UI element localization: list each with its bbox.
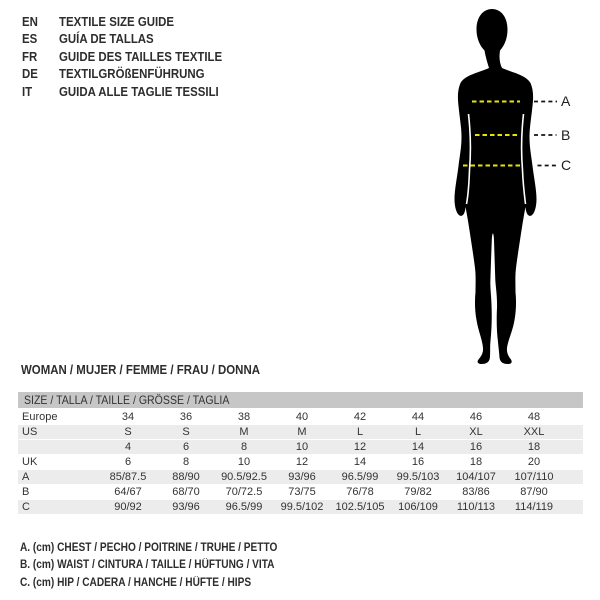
size-value-cell: 6 [157,440,215,455]
size-value-cell: 4 [99,440,157,455]
size-value-cell: M [215,425,273,440]
size-value-cell: 16 [447,440,505,455]
language-name: GUIDA ALLE TAGLIE TESSILI [59,83,219,99]
row-label-cell: Europe [18,410,99,425]
size-value-cell: 110/113 [447,500,505,515]
size-value-cell: XL [447,425,505,440]
size-value-cell: S [157,425,215,440]
size-value-cell: 70/72.5 [215,485,273,500]
woman-silhouette [420,0,600,375]
language-code: DE [22,66,38,82]
row-label-cell [18,440,99,455]
size-value-cell: 8 [215,440,273,455]
measure-label-c: C [561,157,572,173]
table-row [18,455,583,470]
language-row [22,30,244,47]
size-value-cell: 73/75 [273,485,331,500]
language-code: FR [22,48,38,64]
row-spacer-cell [563,410,583,425]
size-value-cell: 10 [215,455,273,470]
size-value-cell: S [99,425,157,440]
size-value-cell: 42 [331,410,389,425]
size-value-cell: 85/87.5 [99,470,157,485]
language-row [22,83,244,100]
size-value-cell: 44 [389,410,447,425]
size-value-cell: 48 [505,410,563,425]
language-name: GUÍA DE TALLAS [59,31,154,47]
legend-line [20,557,312,574]
language-name: TEXTILE SIZE GUIDE [59,14,175,29]
size-value-cell: 104/107 [447,470,505,485]
size-value-cell: L [389,425,447,440]
size-value-cell: 96.5/99 [331,470,389,485]
size-value-cell: 68/70 [157,485,215,500]
size-value-cell: 76/78 [331,485,389,500]
legend-line-text: B. (cm) WAIST / CINTURA / TAILLE / HÜFTUNG / VITA [20,559,275,572]
row-spacer-cell [563,485,583,500]
size-value-cell: 38 [215,410,273,425]
language-code: EN [22,14,38,29]
language-row [22,13,244,30]
measure-label-b: B [561,127,571,143]
row-spacer-cell [563,425,583,440]
language-code: ES [22,31,38,47]
size-value-cell: 14 [331,455,389,470]
legend [20,540,312,592]
size-value-cell: 14 [389,440,447,455]
legend-line [20,540,312,557]
size-value-cell: 114/119 [505,500,563,515]
legend-line-text: A. (cm) CHEST / PECHO / POITRINE / TRUHE / PETTO [20,542,278,554]
row-spacer-cell [563,500,583,515]
language-name: GUIDE DES TAILLES TEXTILE [59,48,223,64]
row-label-cell: C [18,500,99,515]
legend-line [20,575,312,592]
row-label-cell: UK [18,455,99,470]
size-value-cell: L [331,425,389,440]
section-title [21,362,293,377]
table-row [18,470,583,485]
size-value-cell: 88/90 [157,470,215,485]
size-value-cell: 83/86 [447,485,505,500]
row-label-cell: US [18,425,99,440]
size-value-cell: 34 [99,410,157,425]
table-row [18,425,583,440]
size-value-cell: XXL [505,425,563,440]
size-value-cell: 93/96 [273,470,331,485]
language-list [22,13,244,100]
size-value-cell: 40 [273,410,331,425]
size-value-cell: 36 [157,410,215,425]
table-row [18,485,583,500]
language-row [22,48,244,65]
size-value-cell: 12 [331,440,389,455]
size-value-cell: 12 [273,455,331,470]
size-value-cell: 87/90 [505,485,563,500]
size-value-cell: 8 [157,455,215,470]
section-title-text: WOMAN / MUJER / FEMME / FRAU / DONNA [21,362,260,377]
row-spacer-cell [563,470,583,485]
size-value-cell: 90/92 [99,500,157,515]
size-value-cell: 106/109 [389,500,447,515]
size-value-cell: 99.5/102 [273,500,331,515]
size-value-cell: 102.5/105 [331,500,389,515]
measure-label-a: A [561,93,571,109]
size-value-cell: 18 [505,440,563,455]
table-row [18,410,583,425]
language-name: TEXTILGRÖßENFÜHRUNG [59,66,205,82]
table-row [18,440,583,455]
size-value-cell: 64/67 [99,485,157,500]
size-value-cell: 18 [447,455,505,470]
table-row [18,500,583,515]
row-label-cell: B [18,485,99,500]
size-value-cell: 10 [273,440,331,455]
size-value-cell: 20 [505,455,563,470]
size-value-cell: 107/110 [505,470,563,485]
row-spacer-cell [563,455,583,470]
size-table-header [18,392,583,408]
size-value-cell: M [273,425,331,440]
language-row [22,65,244,82]
language-code: IT [22,83,33,99]
row-label-cell: A [18,470,99,485]
size-value-cell: 99.5/103 [389,470,447,485]
size-value-cell: 90.5/92.5 [215,470,273,485]
size-value-cell: 6 [99,455,157,470]
size-table-header-text: SIZE / TALLA / TAILLE / GRÖSSE / TAGLIA [24,393,230,407]
size-table-grid [18,410,583,515]
size-value-cell: 79/82 [389,485,447,500]
size-value-cell: 96.5/99 [215,500,273,515]
row-spacer-cell [563,440,583,455]
size-table [18,392,583,515]
legend-line-text: C. (cm) HIP / CADERA / HANCHE / HÜFTE / HIPS [20,576,252,589]
size-value-cell: 46 [447,410,505,425]
size-value-cell: 93/96 [157,500,215,515]
size-value-cell: 16 [389,455,447,470]
